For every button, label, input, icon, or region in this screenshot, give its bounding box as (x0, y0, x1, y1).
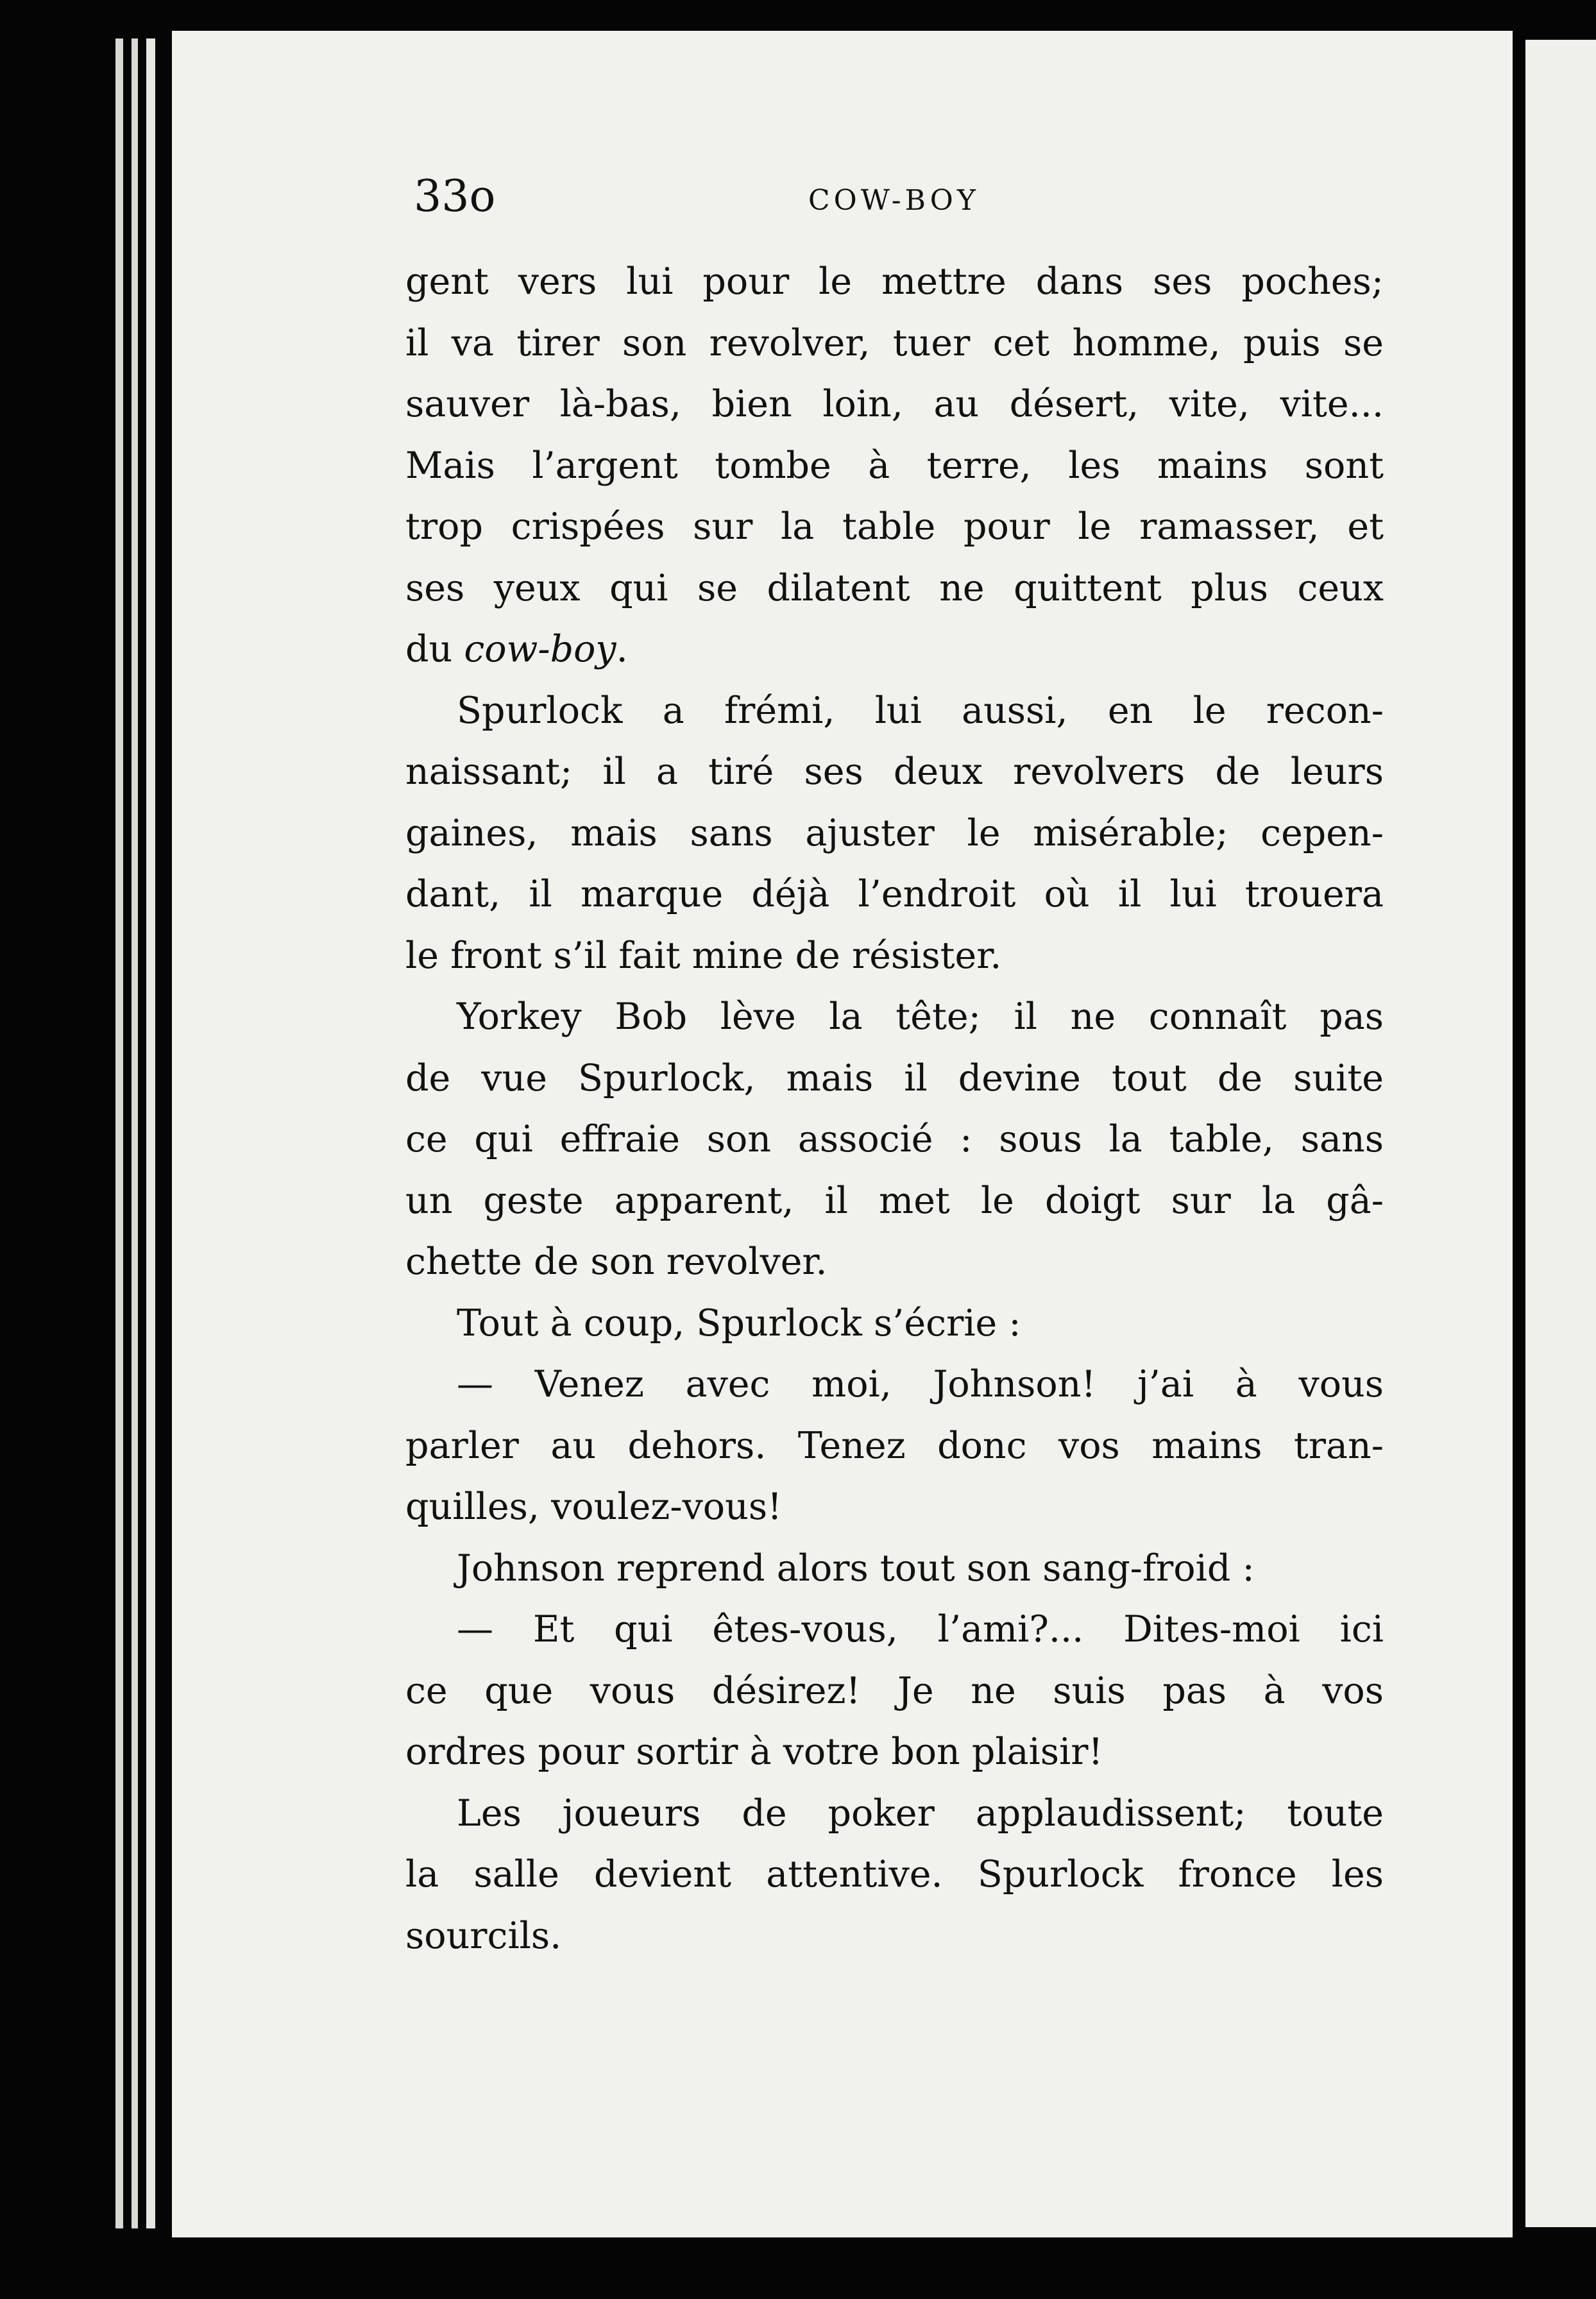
text-line: de vue Spurlock, mais il devine tout de suite (405, 1056, 1384, 1099)
paragraph-first-line: Johnson reprend alors tout son sang-froid : (457, 1547, 1255, 1590)
page-edge-stripe (146, 38, 155, 2228)
text-line: sourcils. (405, 1914, 562, 1957)
text-line: ce que vous désirez! Je ne suis pas à vos (405, 1669, 1384, 1712)
text-line: ordres pour sortir à votre bon plaisir! (405, 1731, 1103, 1773)
text-line: la salle devient attentive. Spurlock fronce les (405, 1853, 1384, 1896)
paragraph-first-line: Tout à coup, Spurlock s’écrie : (457, 1302, 1021, 1345)
text-line: gent vers lui pour le mettre dans ses poches; (405, 260, 1384, 303)
running-title: COW-BOY (808, 184, 980, 217)
text-span: . (616, 628, 628, 670)
text-line: ce qui effraie son associé : sous la table, sans (405, 1118, 1384, 1160)
facing-page-edge (1525, 40, 1596, 2227)
body-text (405, 251, 1384, 1967)
running-head (414, 168, 1392, 226)
text-line: quilles, voulez-vous! (405, 1486, 782, 1528)
paragraph-first-line: Spurlock a frémi, lui aussi, en le recon- (457, 689, 1384, 732)
text-line: trop crispées sur la table pour le ramasser, et (405, 505, 1384, 548)
page-edge-stripe (132, 38, 138, 2228)
text-line: chette de son revolver. (405, 1241, 828, 1283)
paragraph-first-line: Yorkey Bob lève la tête; il ne connaît pas (457, 996, 1384, 1038)
text-line: ses yeux qui se dilatent ne quittent plus ceux (405, 566, 1384, 609)
paragraph-first-line: — Et qui êtes-vous, l’ami?... Dites-moi ici (457, 1608, 1384, 1650)
text-line: parler au dehors. Tenez donc vos mains tran- (405, 1424, 1384, 1467)
text-line: le front s’il fait mine de résister. (405, 934, 1002, 977)
text-line: un geste apparent, il met le doigt sur la gâ- (405, 1179, 1384, 1222)
page-number: 33o (414, 171, 496, 222)
page-edge-stripe (115, 38, 123, 2228)
text-span: du (405, 628, 464, 670)
text-line: dant, il marque déjà l’endroit où il lui trouera (405, 873, 1384, 915)
paragraph-first-line: — Venez avec moi, Johnson! j’ai à vous (457, 1363, 1384, 1405)
text-line: sauver là-bas, bien loin, au désert, vite, vite... (405, 383, 1384, 425)
text-line: naissant; il a tiré ses deux revolvers de leurs (405, 751, 1384, 793)
paragraph-first-line: Les joueurs de poker applaudissent; toute (457, 1792, 1384, 1835)
italic-term: cow-boy (464, 628, 616, 670)
text-line: il va tirer son revolver, tuer cet homme, puis se (405, 321, 1384, 364)
text-line: gaines, mais sans ajuster le misérable; cepen- (405, 811, 1384, 854)
text-line: Mais l’argent tombe à terre, les mains sont (405, 444, 1384, 487)
text-line (405, 619, 1384, 681)
